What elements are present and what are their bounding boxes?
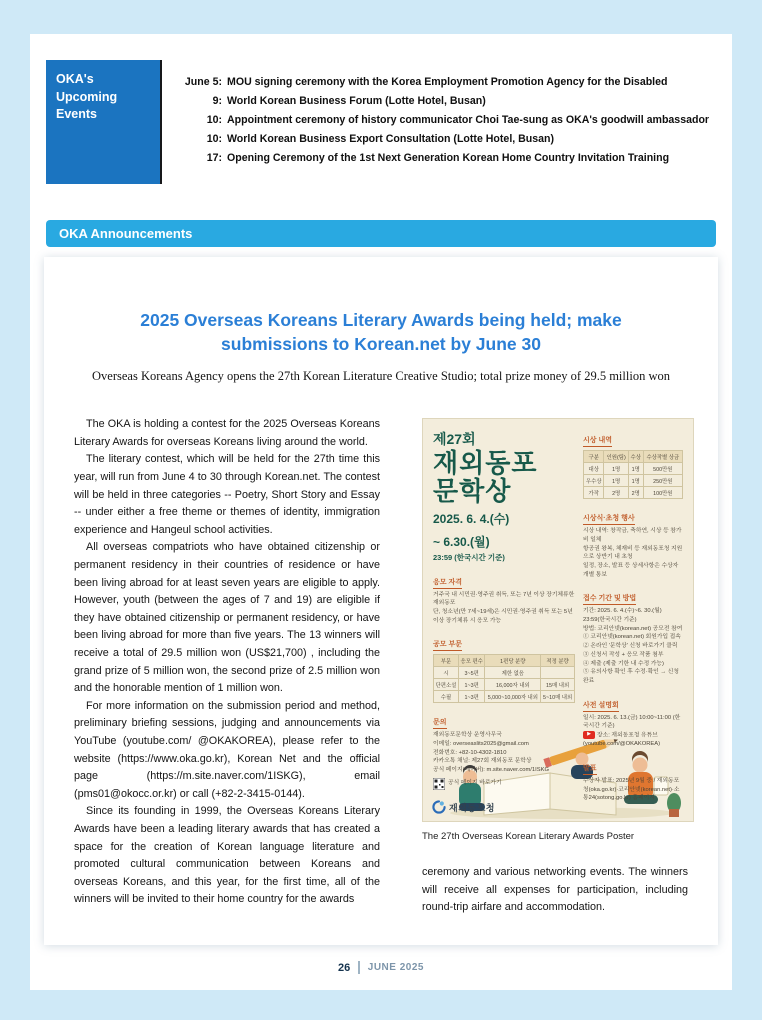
section-line: 방법: 코리안넷(korean.net) 공모전 참여 (583, 625, 683, 632)
oka-logo-text: 재외동포청 (449, 802, 495, 813)
events-box-line-3: Events (56, 107, 97, 121)
prize-table (583, 450, 683, 499)
categories-cell: 제한 없음 (485, 667, 541, 679)
section-line: 이메일: overseaslits2025@gmail.com (433, 741, 529, 748)
section-line: 일정, 장소, 발표 등 상세사항은 수상자 개별 통보 (583, 563, 679, 578)
upcoming-events-box (46, 60, 162, 184)
event-date: 17: (206, 152, 222, 164)
event-text: MOU signing ceremony with the Korea Employment Promotion Agency for the Disabled (227, 76, 668, 88)
event-row (174, 130, 716, 149)
qr-code-icon (433, 778, 445, 790)
poster-title-line-2: 문학상 (433, 476, 512, 507)
section-line: 수상자 발표: 2025년 9월 중 / 재외동포청(oka.go.kr)·코리안넷(korean.net)·소통24(sotong.go.kr) 홈페이지 (583, 777, 680, 802)
categories-cell: 5~10매 내외 (541, 691, 575, 703)
poster-edition: 제27회 (433, 431, 476, 448)
section-line: 카카오톡 채널: 제27회 재외동포 문학상 (433, 758, 532, 765)
event-date: June 5: (184, 76, 222, 88)
categories-cell: 수필 (434, 691, 459, 703)
section-title: 응모 자격 (433, 577, 462, 589)
section-title: 공모 부문 (433, 639, 462, 651)
section-title: 시상식·초청 행사 (583, 513, 635, 525)
events-box-line-1: OKA's (56, 72, 94, 86)
apply-step: ⑤ 유의사항 확인 후 수정·확인 → 신청 완료 (583, 669, 679, 684)
section-line: 전화번호: +82-10-4302-1810 (433, 749, 507, 756)
section-ceremony (583, 507, 683, 579)
apply-step: ② 온라인 '문학상' 신청 바로가기 클릭 (583, 643, 678, 650)
event-date: 9: (212, 95, 222, 107)
poster-caption: The 27th Overseas Korean Literary Awards Poster (422, 831, 635, 843)
section-line: 단, 청소년(만 7세~19세)은 시민권·영주권 취득 또는 5년 이상 장기체류 시 응모 가능 (433, 608, 573, 624)
prize-cell: 대상 (584, 463, 604, 475)
section-title: 사전 설명회 (583, 700, 619, 712)
prize-cell: 500만원 (643, 463, 682, 475)
article-subtitle: Overseas Koreans Agency opens the 27th Korean Literature Creative Studio; total prize money of 29.5 million won (92, 369, 670, 384)
prize-cell: 1명 (604, 475, 628, 487)
categories-cell: 16,000자 내외 (485, 679, 541, 691)
event-text: Appointment ceremony of history communicator Choi Tae-sung as OKA's goodwill ambassador (227, 114, 710, 126)
newsletter-page (30, 34, 732, 990)
section-announce (583, 757, 683, 803)
poster-date-line-2: ~ 6.30.(월) (433, 535, 490, 549)
prize-cell: 1명 (628, 475, 643, 487)
section-line: 장소: 재외동포청 유튜브 (youtube.com/@OKAKOREA) (583, 732, 661, 748)
article-column-left (74, 416, 380, 917)
announcements-banner-label: OKA Announcements (59, 226, 193, 241)
prize-cell: 가작 (584, 487, 604, 499)
categories-cell: 단편소설 (434, 679, 459, 691)
footer-divider (358, 961, 360, 974)
prize-cell: 1명 (604, 463, 628, 475)
categories-header-cell: 부문 (434, 655, 459, 667)
section-line: 공식 페이지(네이버): m.site.naver.com/1ISKG (433, 767, 549, 774)
prize-cell: 1명 (628, 463, 643, 475)
categories-cell: 15매 내외 (541, 679, 575, 691)
prize-header-cell: 인원(팀) (604, 451, 628, 463)
footer-issue: JUNE 2025 (367, 962, 424, 973)
section-title: 발표 (583, 763, 597, 775)
event-text: World Korean Business Export Consultation (Lotte Hotel, Busan) (227, 133, 555, 145)
article-paragraph: For more information on the submission period and method, preliminary briefing sessions, judging and announcements via YouTube (youtube.com/ @OKAKOREA), please refer to the website (https://www.oka.go.kr), Korean Net and the official page (https://m.site.naver.com/1ISKG), email (pms01@okocc.or.kr) or call (+82-2-3415-0144). (74, 699, 380, 800)
poster-right-column (583, 429, 683, 803)
event-text: Opening Ceremony of the 1st Next Generation Korean Home Country Invitation Training (227, 152, 670, 164)
categories-cell: 1~3편 (458, 679, 485, 691)
article-card (44, 257, 718, 945)
section-line: 재외동포문학상 운영사무국 (433, 732, 502, 739)
article-paragraph: The literary contest, which will be held for the 27th time this year, will run from June 4 to 30 through Korean.net. The contest will be held in three categories -- Poetry, Short Story and Essay -- under either a free theme or themes of identity, immigration experience and Hangeul school activities. (74, 453, 380, 536)
categories-header-cell: 응모 편수 (458, 655, 485, 667)
youtube-play-icon: ▶ (583, 731, 595, 739)
article-column-right (422, 416, 688, 917)
prize-section (583, 429, 683, 499)
section-title: 문의 (433, 717, 447, 729)
poster-left-column (433, 429, 575, 803)
event-date: 10: (206, 114, 222, 126)
article-paragraph: All overseas compatriots who have obtained citizenship or permanent residency in their countries of residence or have been living abroad for at least seven years are eligible to apply. However, youth (between the ages of 7 and 19) are eligible if they have obtained citizenship or permanent residency, or have been living abroad for more than five years. The 13 winners will receive a total of 29.5 million won (US$21,700) , including the grand prize of 5 million won, the second prize of 2.5 million won and the honorable mention of 1 million won. (74, 541, 380, 695)
prize-cell: 250만원 (643, 475, 682, 487)
apply-step: ④ 제출 (제출 기한 내 수정 가능) (583, 660, 664, 667)
page-footer (30, 961, 732, 974)
section-briefing (583, 694, 683, 749)
event-row (174, 92, 716, 111)
categories-cell (541, 667, 575, 679)
prize-table-title: 시상 내역 (583, 435, 612, 447)
literary-awards-poster (422, 418, 694, 822)
categories-table (433, 654, 575, 703)
upcoming-events-section (46, 60, 716, 184)
event-date: 10: (206, 133, 222, 145)
prize-cell: 100만원 (643, 487, 682, 499)
prize-header-cell: 수상작별 상금 (643, 451, 682, 463)
article-paragraph: The OKA is holding a contest for the 2025 Overseas Koreans Literary Awards for overseas Koreans living around the world. (74, 418, 380, 448)
categories-header-cell: 1편당 분량 (485, 655, 541, 667)
poster-title-line-1: 재외동포 (433, 448, 538, 479)
continuation-paragraph: ceremony and various networking events. The winners will receive all expenses for participation, including round-trip airfare and accommodation. (422, 866, 688, 914)
section-title: 접수 기간 및 방법 (583, 593, 636, 605)
section-line: 거주국 내 시민권·영주권 취득, 또는 7년 이상 장기체류한 재외동포 (433, 591, 575, 607)
section-line: 기간: 2025. 6. 4.(수)~6. 30.(월) 23:59(한국시간 기준) (583, 608, 662, 624)
prize-header-cell: 수상 (628, 451, 643, 463)
event-text: World Korean Business Forum (Lotte Hotel, Busan) (227, 95, 486, 107)
prize-header-cell: 구분 (584, 451, 604, 463)
event-row (174, 111, 716, 130)
page-number: 26 (338, 961, 351, 974)
oka-logo (432, 800, 495, 814)
event-row (174, 73, 716, 92)
categories-cell: 3~5편 (458, 667, 485, 679)
categories-cell: 1~3편 (458, 691, 485, 703)
prize-cell: 2명 (604, 487, 628, 499)
poster-date-line-1: 2025. 6. 4.(수) (433, 512, 510, 527)
section-apply (583, 587, 683, 685)
announcements-banner (46, 220, 716, 247)
prize-cell: 우수상 (584, 475, 604, 487)
poster-date-deadline: 23:59 (한국시간 기준) (433, 552, 505, 562)
section-line (583, 731, 683, 749)
section-line: 일시: 2025. 6. 13.(금) 10:00~11:00 (한국시간 기준) (583, 714, 681, 730)
event-row (174, 149, 716, 168)
upcoming-events-list (162, 60, 716, 184)
section-categories (433, 633, 575, 703)
categories-cell: 시 (434, 667, 459, 679)
events-box-line-2: Upcoming (56, 89, 118, 104)
article-title: 2025 Overseas Koreans Literary Awards being held; make submissions to Korean.net by June 30 (140, 310, 622, 354)
prize-cell: 2명 (628, 487, 643, 499)
qr-label: 공식 페이지 바로가기 (448, 780, 502, 787)
section-line: 항공권 왕복, 체재비 등 재외동포청 지원으로 상반기 내 초청 (583, 545, 683, 561)
section-contact (433, 711, 575, 789)
article-continuation (422, 864, 688, 917)
article-columns (74, 416, 688, 917)
apply-step: ① 코리안넷(korean.net) 회원가입 접속 (583, 634, 681, 641)
section-eligibility (433, 571, 575, 626)
categories-header-cell: 적정 분량 (541, 655, 575, 667)
oka-logo-icon (432, 800, 446, 814)
apply-step: ③ 신청서 작성 + 응모 작품 첨부 (583, 651, 664, 658)
categories-cell: 5,000~10,000자 내외 (485, 691, 541, 703)
section-line: 시상 내역: 창작금, 축하연, 시상 등 참가비 일체 (583, 528, 682, 543)
article-paragraph: Since its founding in 1999, the Overseas Koreans Literary Awards have been a leading literary awards that has created a space for the creation of Korean language literature and promoted cultural communication between Koreans and overseas Koreans, and this year, for the first time, all of the winners will be invited to their home country for the awards (74, 805, 380, 906)
